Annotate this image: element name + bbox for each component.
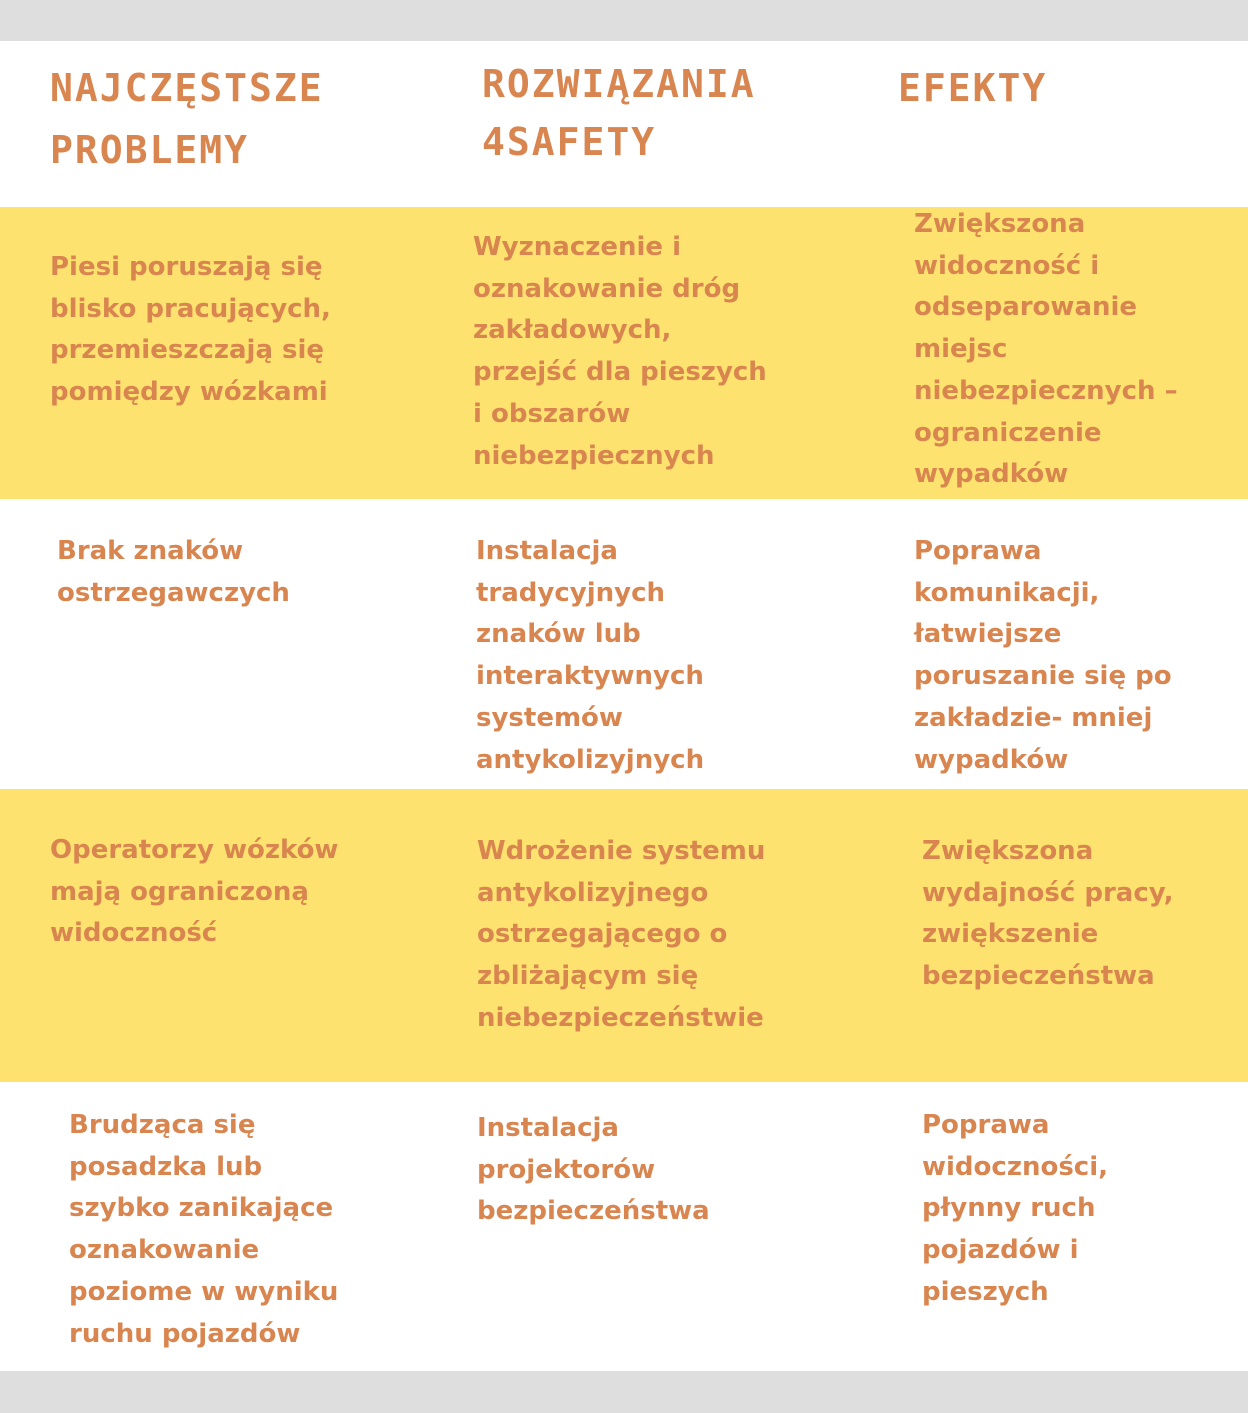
solution-cell: Instalacja projektorów bezpieczeństwa <box>477 1113 710 1227</box>
table-header <box>0 41 1248 207</box>
header-problems: NAJCZĘSTSZE PROBLEMY <box>50 66 324 172</box>
problem-cell: Brak znaków ostrzegawczych <box>57 536 290 608</box>
effect-cell: Poprawa komunikacji, łatwiejsze poruszanie się po zakładzie- mniej wypadków <box>914 536 1172 775</box>
table-row <box>0 207 1248 499</box>
effect-cell: Zwiększona wydajność pracy, zwiększenie bezpieczeństwa <box>922 836 1174 992</box>
table-row <box>0 499 1248 789</box>
header-effects: EFEKTY <box>898 66 1048 110</box>
effect-cell: Poprawa widoczności, płynny ruch pojazdów i pieszych <box>922 1110 1108 1307</box>
table-row <box>0 789 1248 1082</box>
problem-cell: Brudząca się posadzka lub szybko zanikające oznakowanie poziome w wyniku ruchu pojazdów <box>69 1110 339 1349</box>
solution-cell: Wdrożenie systemu antykolizyjnego ostrzegającego o zbliżającym się niebezpieczeństwie <box>477 836 766 1033</box>
top-frame-band <box>0 0 1248 41</box>
problem-cell: Operatorzy wózków mają ograniczoną widoczność <box>50 835 339 949</box>
solution-cell: Wyznaczenie i oznakowanie dróg zakładowych, przejść dla pieszych i obszarów niebezpiecznych <box>473 232 767 471</box>
problem-cell: Piesi poruszają się blisko pracujących, przemieszczają się pomiędzy wózkami <box>50 252 331 408</box>
table-row <box>0 1082 1248 1371</box>
solution-cell: Instalacja tradycyjnych znaków lub interaktywnych systemów antykolizyjnych <box>476 536 705 775</box>
effect-cell: Zwiększona widoczność i odseparowanie miejsc niebezpiecznych – ograniczenie wypadków <box>914 209 1178 490</box>
bottom-frame-band <box>0 1371 1248 1413</box>
header-solutions: ROZWIĄZANIA 4SAFETY <box>482 62 756 164</box>
